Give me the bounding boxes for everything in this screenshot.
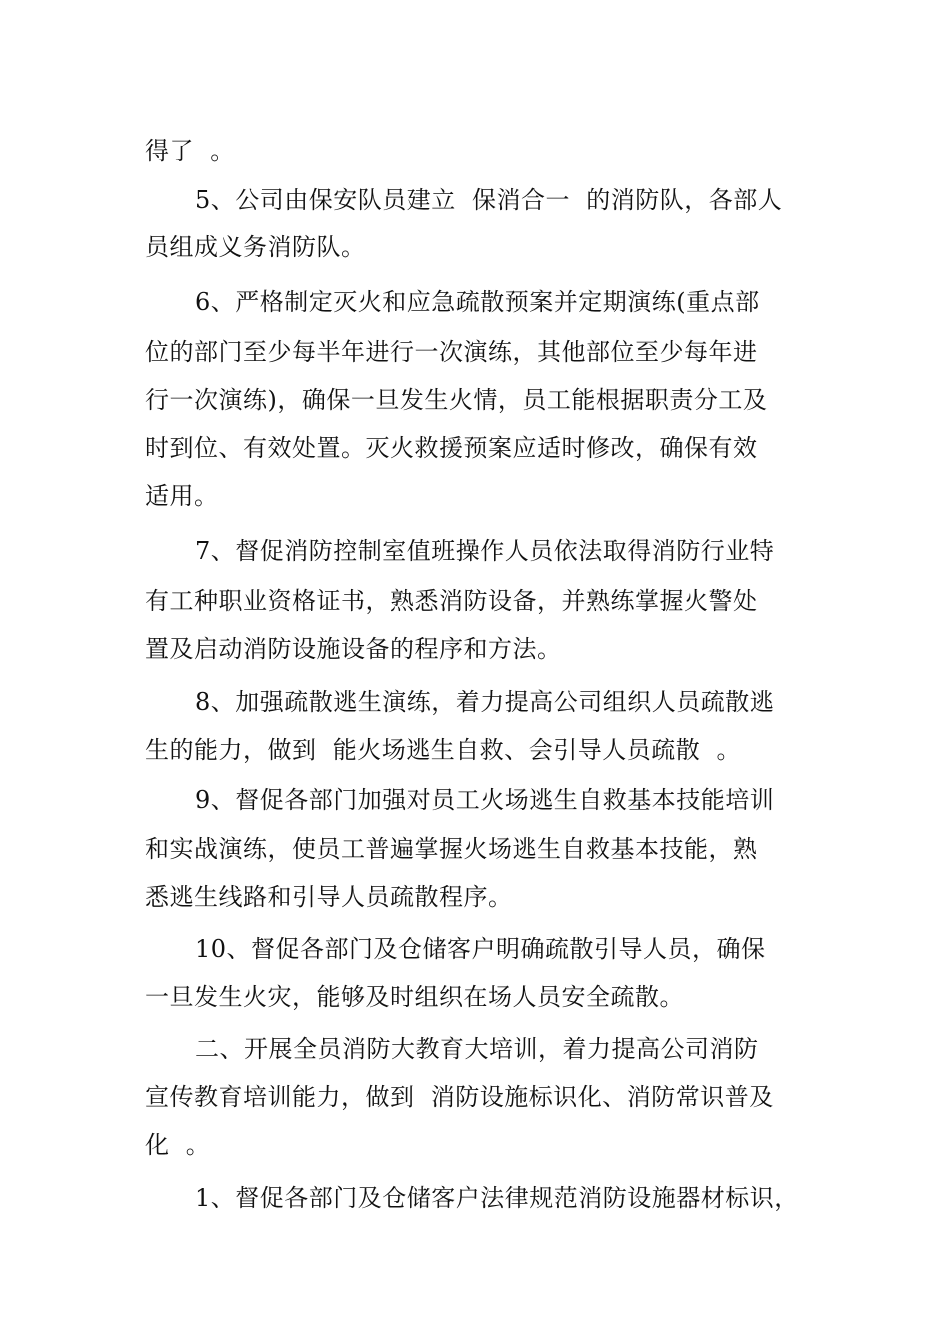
text-line: 化 。 [145, 1131, 211, 1159]
text-line: 二、开展全员消防大教育大培训，着力提高公司消防 [195, 1035, 759, 1063]
text-line: 有工种职业资格证书，熟悉消防设备，并熟练掌握火警处 [145, 587, 758, 615]
text-line: 行一次演练)，确保一旦发生火情，员工能根据职责分工及 [145, 386, 768, 414]
text-line: 一旦发生火灾，能够及时组织在场人员安全疏散。 [145, 983, 684, 1011]
text-line: 5、公司由保安队员建立 保消合一 的消防队，各部人 [195, 186, 783, 214]
text-line: 和实战演练，使员工普遍掌握火场逃生自救基本技能，熟 [145, 835, 758, 863]
text-line: 7、督促消防控制室值班操作人员依法取得消防行业特 [195, 537, 775, 565]
text-line: 时到位、有效处置。灭火救援预案应适时修改，确保有效 [145, 434, 758, 462]
text-line: 生的能力，做到 能火场逃生自救、会引导人员疏散 。 [145, 736, 742, 764]
text-line: 位的部门至少每半年进行一次演练，其他部位至少每年进 [145, 338, 758, 366]
text-line: 得了 。 [145, 137, 235, 165]
text-line: 宣传教育培训能力，做到 消防设施标识化、消防常识普及 [145, 1083, 774, 1111]
text-line: 9、督促各部门加强对员工火场逃生自救基本技能培训 [195, 786, 775, 814]
text-line: 置及启动消防设施设备的程序和方法。 [145, 635, 562, 663]
text-line: 8、加强疏散逃生演练，着力提高公司组织人员疏散逃 [195, 688, 775, 716]
text-line: 悉逃生线路和引导人员疏散程序。 [145, 883, 513, 911]
text-line: 6、严格制定灭火和应急疏散预案并定期演练(重点部 [195, 288, 760, 316]
text-line: 1、督促各部门及仓储客户法律规范消防设施器材标识， [195, 1184, 799, 1212]
text-line: 10、督促各部门及仓储客户明确疏散引导人员，确保 [195, 935, 766, 963]
text-line: 员组成义务消防队。 [145, 233, 366, 261]
text-line: 适用。 [145, 482, 219, 510]
